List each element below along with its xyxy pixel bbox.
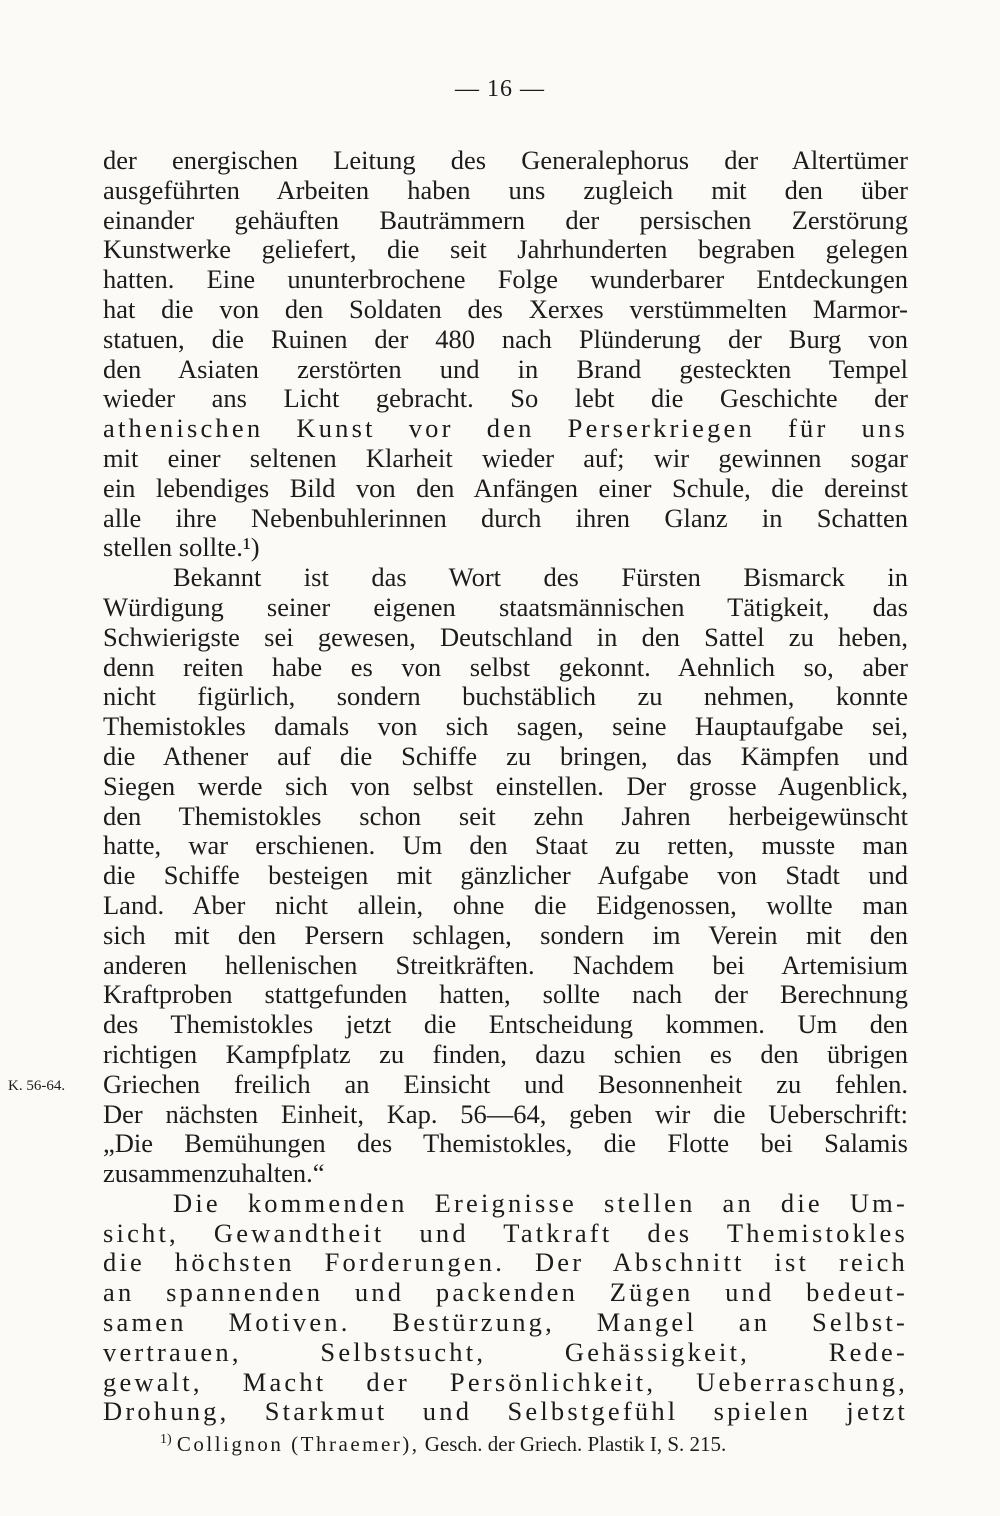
- text-line: den Asiaten zerstörten und in Brand gesteckten Tempel: [103, 353, 908, 384]
- text-line: der energischen Leitung des Generalephorus der Altertümer: [103, 145, 908, 175]
- text-line: wieder ans Licht gebracht. So lebt die Geschichte der: [103, 383, 908, 414]
- text-line: ausgeführten Arbeiten haben uns zugleich mit den über: [103, 174, 908, 205]
- text-line: richtigen Kampfplatz zu finden, dazu schien es den übrigen: [103, 1038, 908, 1069]
- text-line: sich mit den Persern schlagen, sondern im Verein mit den: [103, 919, 908, 950]
- body-text: [103, 146, 908, 1427]
- text-line: hatten. Eine ununterbrochene Folge wunderbarer Entdeckungen: [103, 264, 908, 295]
- text-line: anderen hellenischen Streitkräften. Nachdem bei Artemisium: [103, 949, 908, 980]
- text-line: statuen, die Ruinen der 480 nach Plünderung der Burg von: [103, 323, 908, 354]
- text-line: des Themistokles jetzt die Entscheidung kommen. Um den: [103, 1009, 908, 1040]
- text-line: Griechen freilich an Einsicht und Besonnenheit zu fehlen.: [103, 1068, 908, 1099]
- page-number: — 16 —: [455, 76, 545, 102]
- text-line: denn reiten habe es von selbst gekonnt. Aehnlich so, aber: [103, 651, 908, 682]
- text-line: die höchsten Forderungen. Der Abschnitt ist reich: [103, 1247, 908, 1278]
- text-line: samen Motiven. Bestürzung, Mangel an Selbst-: [103, 1307, 908, 1338]
- text-line: einander gehäuften Bauträmmern der persischen Zerstörung: [103, 204, 908, 235]
- text-line: mit einer seltenen Klarheit wieder auf; wir gewinnen sogar: [103, 442, 908, 473]
- footnote-text: Gesch. der Griech. Plastik I, S. 215.: [424, 1432, 727, 1456]
- footnote-mark: 1): [160, 1432, 172, 1447]
- text-line: Schwierigste sei gewesen, Deutschland in den Sattel zu heben,: [103, 621, 908, 652]
- text-line: „Die Bemühungen des Themistokles, die Flotte bei Salamis: [103, 1128, 908, 1159]
- text-line: die Athener auf die Schiffe zu bringen, das Kämpfen und: [103, 740, 908, 771]
- text-line: ein lebendiges Bild von den Anfängen einer Schule, die dereinst: [103, 472, 908, 503]
- text-line: stellen sollte.¹): [103, 532, 260, 563]
- margin-note: K. 56-64.: [8, 1078, 66, 1094]
- text-line: nicht figürlich, sondern buchstäblich zu nehmen, konnte: [103, 681, 908, 712]
- text-line: hatte, war erschienen. Um den Staat zu retten, musste man: [103, 830, 908, 861]
- text-line: athenischen Kunst vor den Perserkriegen für uns: [103, 413, 908, 444]
- text-line: Die kommenden Ereignisse stellen an die Um-: [173, 1187, 908, 1218]
- text-line: Würdigung seiner eigenen staatsmännischen Tätigkeit, das: [103, 591, 908, 622]
- text-line: an spannenden und packenden Zügen und bedeut-: [103, 1277, 908, 1308]
- footnote: [160, 1432, 908, 1457]
- text-line: Kraftproben stattgefunden hatten, sollte nach der Berechnung: [103, 979, 908, 1010]
- text-line: den Themistokles schon seit zehn Jahren herbeigewünscht: [103, 800, 908, 831]
- text-line: vertrauen, Selbstsucht, Gehässigkeit, Rede-: [103, 1336, 908, 1367]
- text-line: Land. Aber nicht allein, ohne die Eidgenossen, wollte man: [103, 889, 908, 920]
- text-line: Siegen werde sich von selbst einstellen. Der grosse Augenblick,: [103, 770, 908, 801]
- text-line: Drohung, Starkmut und Selbstgefühl spielen jetzt: [103, 1396, 908, 1427]
- text-line: hat die von den Soldaten des Xerxes verstümmelten Marmor-: [103, 293, 908, 324]
- text-line: zusammenzuhalten.“: [103, 1158, 325, 1189]
- text-line: Kunstwerke geliefert, die seit Jahrhunderten begraben gelegen: [103, 234, 908, 265]
- footnote-author: Collignon (Thraemer),: [176, 1432, 420, 1456]
- text-line: Bekannt ist das Wort des Fürsten Bismarck in: [173, 562, 908, 593]
- text-line: gewalt, Macht der Persönlichkeit, Ueberraschung,: [103, 1366, 908, 1397]
- text-line: Themistokles damals von sich sagen, seine Hauptaufgabe sei,: [103, 711, 908, 742]
- text-line: alle ihre Nebenbuhlerinnen durch ihren Glanz in Schatten: [103, 502, 908, 533]
- text-line: die Schiffe besteigen mit gänzlicher Aufgabe von Stadt und: [103, 860, 908, 891]
- text-line: sicht, Gewandtheit und Tatkraft des Themistokles: [103, 1217, 908, 1248]
- text-line: Der nächsten Einheit, Kap. 56—64, geben wir die Ueberschrift:: [103, 1098, 908, 1129]
